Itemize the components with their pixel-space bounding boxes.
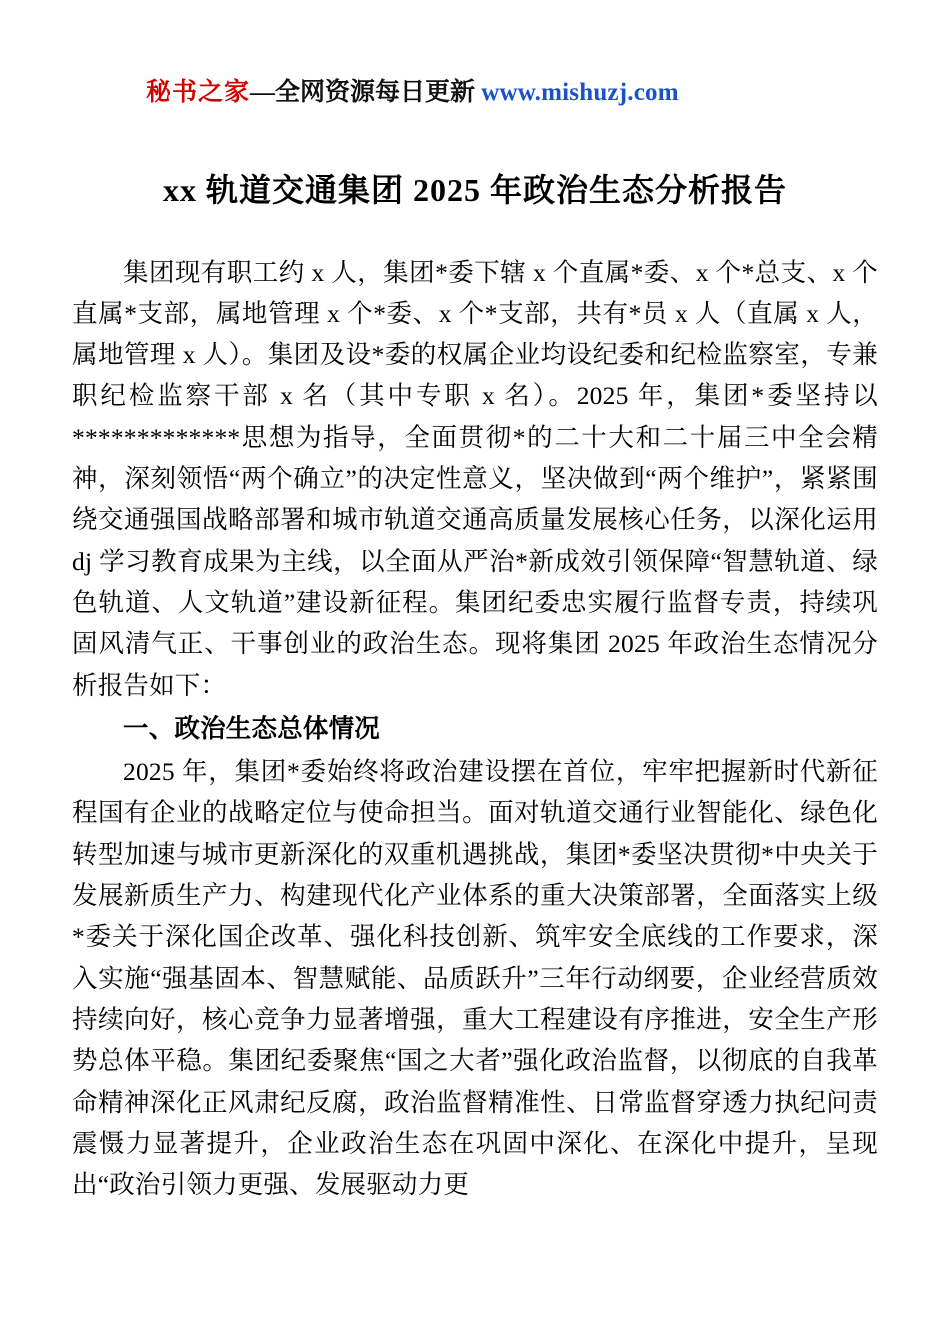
watermark-tagline: —全网资源每日更新 <box>250 79 482 106</box>
paragraph: 2025 年，集团*委始终将政治建设摆在首位，牢牢把握新时代新征程国有企业的战略定位与使命担当。面对轨道交通行业智能化、绿色化转型加速与城市更新深化的双重机遇挑战，集团*委坚决贯彻*中央关于发展新质生产力、构建现代化产业体系的重大决策部署，全面落实上级*委关于深化国企改革、强化科技创新、筑牢安全底线的工作要求，深入实施“强基固本、智慧赋能、品质跃升”三年行动纲要，企业经营质效持续向好，核心竞争力显著增强，重大工程建设有序推进，安全生产形势总体平稳。集团纪委聚焦“国之大者”强化政治监督，以彻底的自我革命精神深化正风肃纪反腐，政治监督精准性、日常监督穿透力执纪问责震慑力显著提升，企业政治生态在巩固中深化、在深化中提升，呈现出“政治引领力更强、发展驱动力更 <box>72 757 878 1200</box>
section-heading: 一、政治生态总体情况 <box>123 713 381 743</box>
site-watermark <box>72 0 878 108</box>
paragraph: 集团现有职工约 x 人，集团*委下辖 x 个直属*委、x 个*总支、x 个直属*支部，属地管理 x 个*委、x 个*支部，共有*员 x 人（直属 x 人，属地管理 x 人）。集团及设*委的权属企业均设纪委和纪检监察室，专兼职纪检监察干部 x 名（其中专职 x 名）。2025 年，集团*委坚持以*************思想为指导，全面贯彻*的二十大和二十届三中全会精神，深刻领悟“两个确立”的决定性意义，坚决做到“两个维护”，紧紧围绕交通强国战略部署和城市轨道交通高质量发展核心任务，以深化运用 dj 学习教育成果为主线，以全面从严治*新成效引领保障“智慧轨道、绿色轨道、人文轨道”建设新征程。集团纪委忠实履行监督专责，持续巩固风清气正、干事创业的政治生态。现将集团 2025 年政治生态情况分析报告如下： <box>72 257 878 700</box>
document-body <box>72 252 878 1206</box>
watermark-url[interactable]: www.mishuzj.com <box>481 79 679 106</box>
watermark-brand: 秘书之家 <box>146 79 251 106</box>
page-title: xx 轨道交通集团 2025 年政治生态分析报告 <box>162 172 787 208</box>
